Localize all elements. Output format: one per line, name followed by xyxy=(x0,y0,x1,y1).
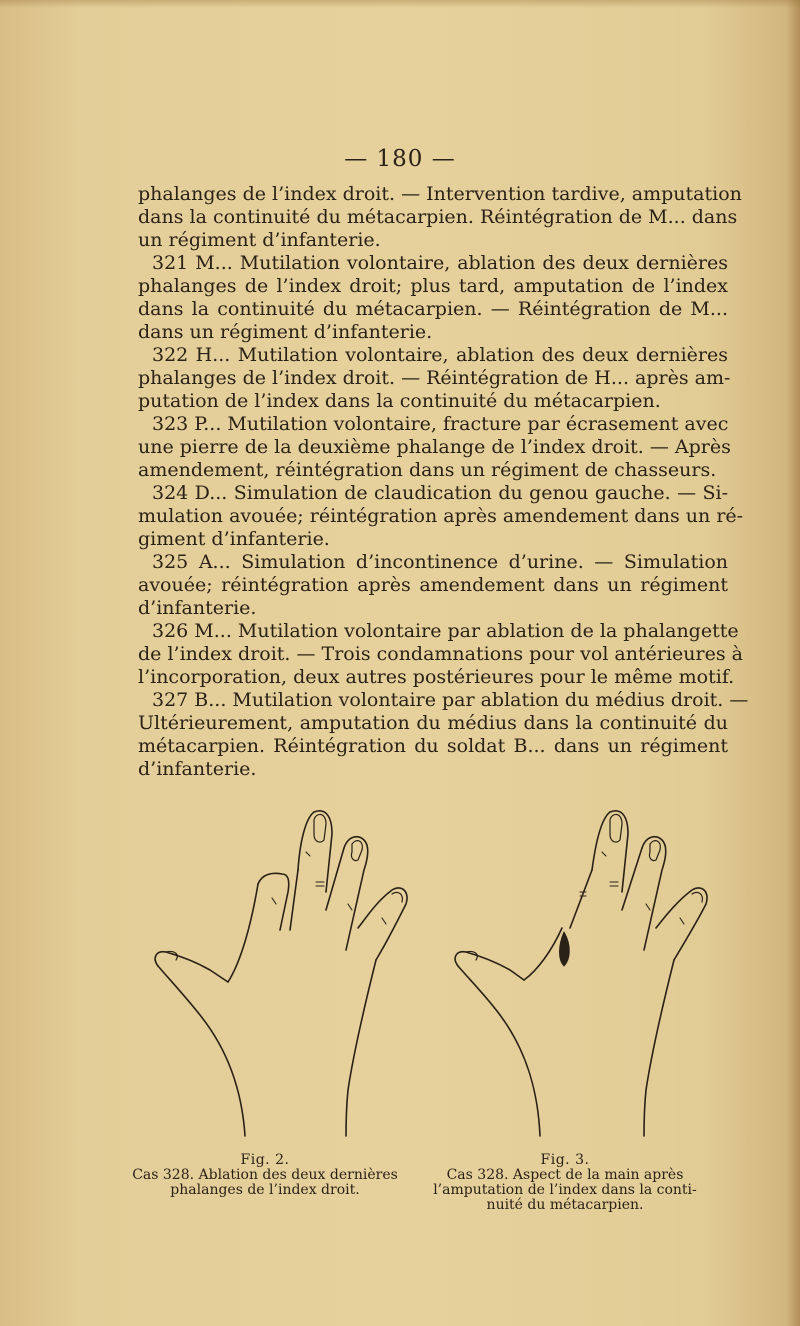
text-line: putation de l’index dans la continuité du métacarpien. xyxy=(138,390,661,412)
text-line: une pierre de la deuxième phalange de l’index droit. — Après xyxy=(138,436,731,458)
hand-drawing-fig3 xyxy=(430,800,730,1140)
page-edge-shadow-top xyxy=(0,0,800,8)
figure-3-label: Fig. 3. xyxy=(540,1152,590,1168)
text-line: mulation avouée; réintégration après amendement dans un ré- xyxy=(138,505,744,527)
text-line: Ultérieurement, amputation du médius dans la continuité du xyxy=(138,712,728,734)
figure-2-caption xyxy=(120,1153,410,1198)
text-line: giment d’infanterie. xyxy=(138,528,330,550)
text-line: dans la continuité du métacarpien. Réintégration de M... dans xyxy=(138,206,738,228)
text-line: avouée; réintégration après amendement dans un régiment xyxy=(138,574,728,596)
text-line: phalanges de l’index droit. — Réintégration de H... après am- xyxy=(138,367,731,389)
figure-3-caption-line: Cas 328. Aspect de la main après xyxy=(446,1167,684,1183)
text-line: 322 H... Mutilation volontaire, ablation des deux dernières xyxy=(152,344,728,366)
figure-3-caption-line: l’amputation de l’index dans la conti- xyxy=(433,1182,697,1198)
text-line: 324 D... Simulation de claudication du genou gauche. — Si- xyxy=(152,482,728,504)
text-line: dans la continuité du métacarpien. — Réintégration de M... xyxy=(138,298,728,320)
figure-2-caption-line: Cas 328. Ablation des deux dernières xyxy=(132,1167,398,1183)
page-number: — 180 — xyxy=(344,146,456,172)
body-text xyxy=(138,183,749,781)
text-line: phalanges de l’index droit. — Intervention tardive, amputation xyxy=(138,183,742,205)
text-line: 321 M... Mutilation volontaire, ablation des deux dernières xyxy=(152,252,728,274)
text-line: d’infanterie. xyxy=(138,758,257,780)
figure-2-label: Fig. 2. xyxy=(240,1152,290,1168)
text-line: 325 A... Simulation d’incontinence d’urine. — Simulation xyxy=(152,551,728,573)
figure-3-caption xyxy=(420,1153,710,1213)
text-line: de l’index droit. — Trois condamnations pour vol antérieures à xyxy=(138,643,743,665)
text-line: métacarpien. Réintégration du soldat B... dans un régiment xyxy=(138,735,728,757)
hand-drawing-fig2 xyxy=(130,800,430,1140)
text-line: amendement, réintégration dans un régiment de chasseurs. xyxy=(138,459,717,481)
page-edge-shadow-right xyxy=(786,0,800,1326)
text-line: un régiment d’infanterie. xyxy=(138,229,381,251)
text-line: 323 P... Mutilation volontaire, fracture par écrasement avec xyxy=(152,413,729,435)
text-line: l’incorporation, deux autres postérieures pour le même motif. xyxy=(138,666,735,688)
figure-3-caption-line: nuité du métacarpien. xyxy=(486,1197,644,1213)
figure-2-caption-line: phalanges de l’index droit. xyxy=(170,1182,360,1198)
text-line: d’infanterie. xyxy=(138,597,257,619)
text-line: phalanges de l’index droit; plus tard, amputation de l’index xyxy=(138,275,728,297)
text-line: 327 B... Mutilation volontaire par ablation du médius droit. — xyxy=(152,689,749,711)
text-line: dans un régiment d’infanterie. xyxy=(138,321,433,343)
text-line: 326 M... Mutilation volontaire par ablation de la phalangette xyxy=(152,620,739,642)
